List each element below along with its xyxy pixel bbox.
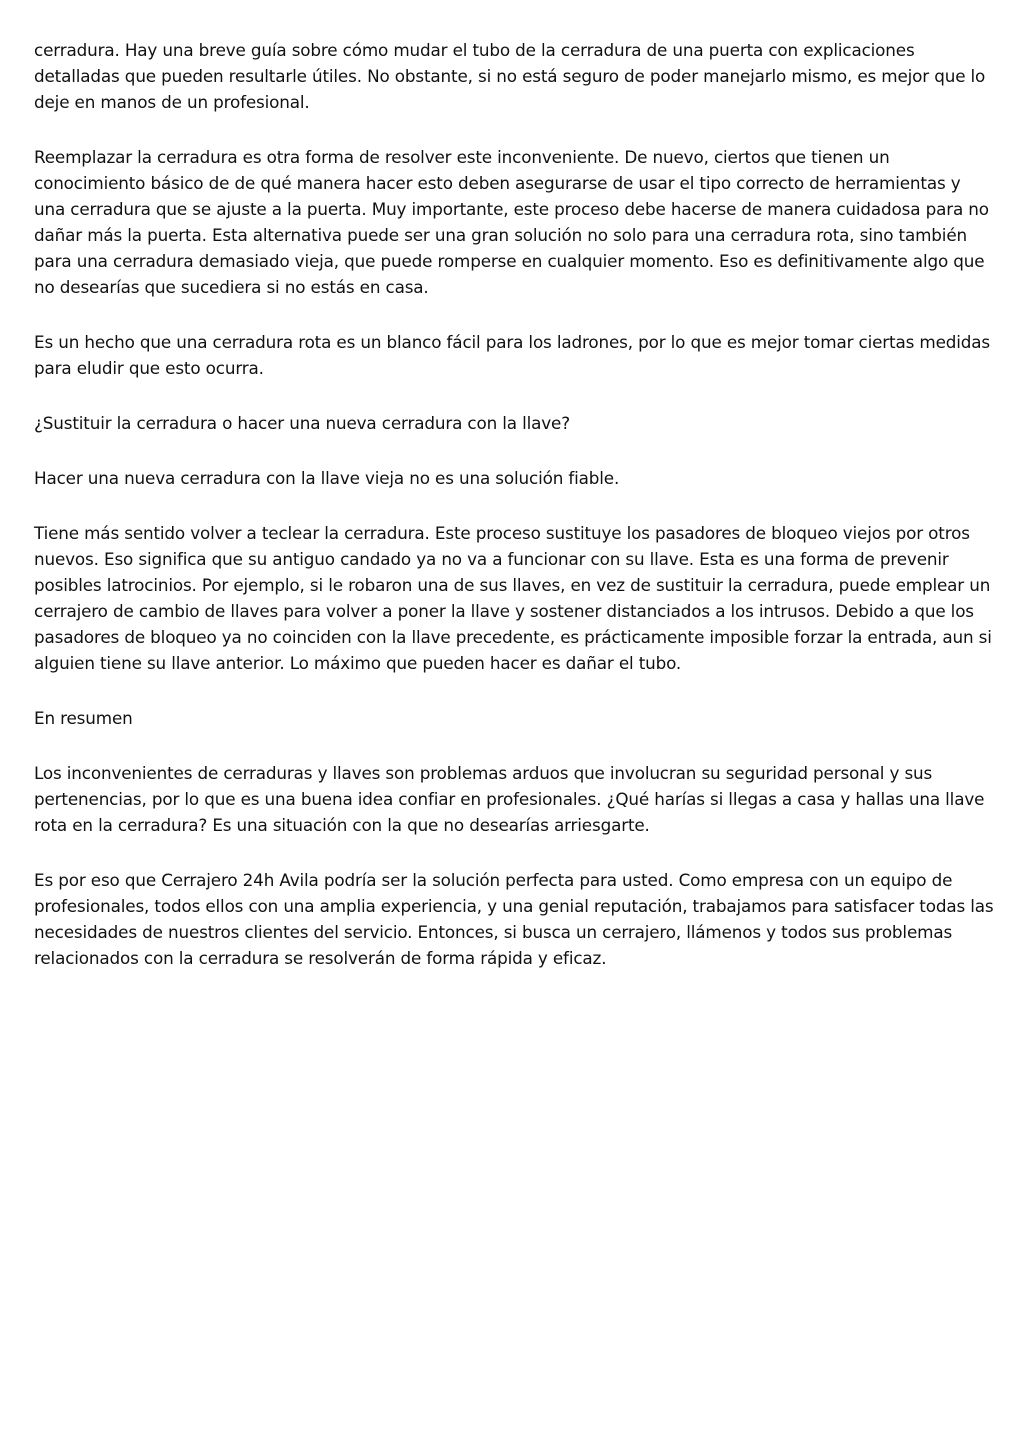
paragraph-broken-lock-risk: Es un hecho que una cerradura rota es un blanco fácil para los ladrones, por lo que es mejor tomar ciertas medidas para eludir que esto ocurra.	[34, 332, 990, 378]
section-summary-heading: En resumen	[34, 708, 133, 728]
paragraph-old-key: Hacer una nueva cerradura con la llave vieja no es una solución fiable.	[34, 468, 620, 488]
paragraph-company: Es por eso que Cerrajero 24h Avila podría ser la solución perfecta para usted. Como empresa con un equipo de profesionales, todos ellos con una amplia experiencia, y una genial reputación, trabajamos para satisfacer todas las necesidades de nuestros clientes del servicio. Entonces, si busca un cerrajero, llámenos y todos sus problemas relacionados con la cerradura se resolverán de forma rápida y eficaz.	[34, 870, 994, 968]
section-question: ¿Sustituir la cerradura o hacer una nueva cerradura con la llave?	[34, 413, 570, 433]
document-body	[34, 37, 994, 1000]
paragraph-replace-lock: Reemplazar la cerradura es otra forma de resolver este inconveniente. De nuevo, ciertos que tienen un conocimiento básico de de qué manera hacer esto deben asegurarse de usar el tipo correcto de herramientas y una cerradura que se ajuste a la puerta. Muy importante, este proceso debe hacerse de manera cuidadosa para no dañar más la puerta. Esta alternativa puede ser una gran solución no solo para una cerradura rota, sino también para una cerradura demasiado vieja, que puede romperse en cualquier momento. Eso es definitivamente algo que no desearías que sucediera si no estás en casa.	[34, 147, 989, 297]
paragraph-continuation: cerradura. Hay una breve guía sobre cómo mudar el tubo de la cerradura de una puerta con explicaciones detalladas que pueden resultarle útiles. No obstante, si no está seguro de poder manejarlo mismo, es mejor que lo deje en manos de un profesional.	[34, 40, 986, 112]
paragraph-summary: Los inconvenientes de cerraduras y llaves son problemas arduos que involucran su seguridad personal y sus pertenencias, por lo que es una buena idea confiar en profesionales. ¿Qué harías si llegas a casa y hallas una llave rota en la cerradura? Es una situación con la que no desearías arriesgarte.	[34, 763, 985, 835]
paragraph-rekey: Tiene más sentido volver a teclear la cerradura. Este proceso sustituye los pasadores de bloqueo viejos por otros nuevos. Eso significa que su antiguo candado ya no va a funcionar con su llave. Esta es una forma de prevenir posibles latrocinios. Por ejemplo, si le robaron una de sus llaves, en vez de sustituir la cerradura, puede emplear un cerrajero de cambio de llaves para volver a poner la llave y sostener distanciados a los intrusos. Debido a que los pasadores de bloqueo ya no coinciden con la llave precedente, es prácticamente imposible forzar la entrada, aun si alguien tiene su llave anterior. Lo máximo que pueden hacer es dañar el tubo.	[34, 523, 992, 673]
